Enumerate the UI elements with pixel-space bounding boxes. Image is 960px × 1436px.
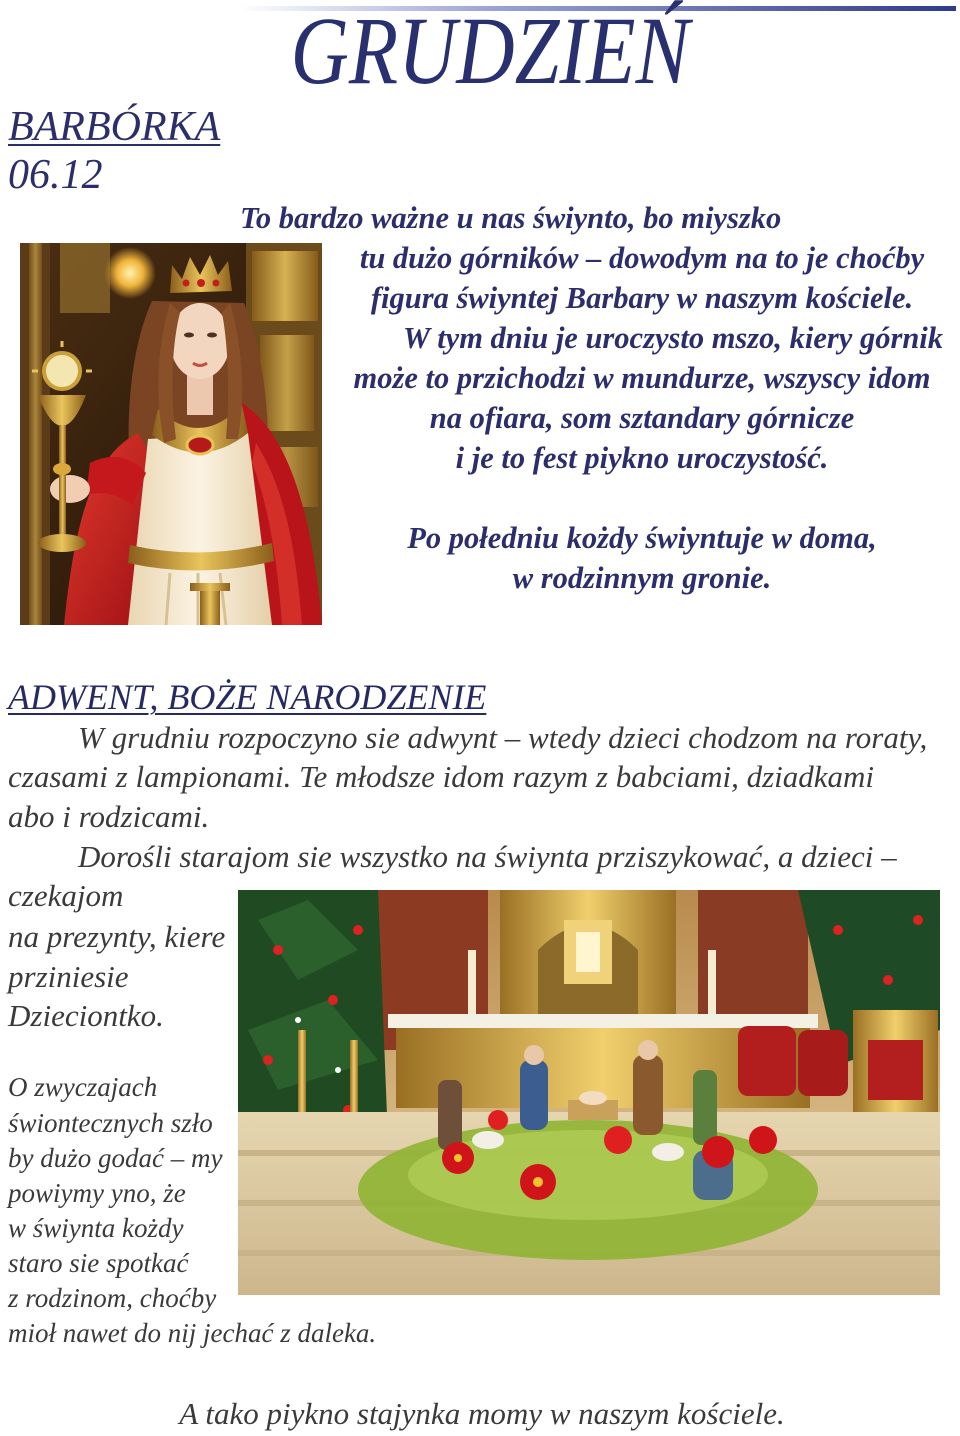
barborka-date: 06.12: [8, 152, 103, 198]
customs-line: staro sie spotkać: [8, 1248, 189, 1278]
advent-line: czekajom: [8, 878, 124, 913]
closing-caption: A tako piykno stajynka momy w naszym kościele.: [179, 1396, 785, 1431]
green-tulle: [358, 1120, 818, 1260]
barborka-closing-line: w rodzinnym gronie.: [512, 561, 772, 595]
customs-line: w świynta kożdy: [8, 1213, 184, 1243]
customs-line: mioł nawet do nij jechać z daleka.: [8, 1318, 377, 1348]
saint-barbara-statue-image: [20, 243, 322, 625]
barborka-line: na ofiara, som sztandary górnicze: [429, 401, 855, 435]
page-title: GRUDZIEŃ: [290, 0, 690, 104]
customs-line: świontecznych szło: [8, 1108, 213, 1138]
advent-line: czasami z lampionami. Te młodsze idom razym z babciami, dziadkami: [8, 759, 875, 794]
barborka-line: tu dużo górników – dowodym na to je choćby: [359, 241, 925, 275]
advent-line: Dorośli starajom sie wszystko na świynta prziszykować, a dzieci –: [78, 839, 897, 874]
barborka-closing-line: Po połedniu kożdy świyntuje w doma,: [407, 521, 877, 555]
barborka-line: W tym dniu je uroczysto mszo, kiery górnik: [403, 321, 944, 355]
barborka-heading: BARBÓRKA: [8, 104, 221, 150]
barborka-line: figura świyntej Barbary w naszym kościele.: [370, 281, 914, 315]
customs-line: z rodzinom, choćby: [8, 1283, 217, 1313]
barborka-line: i je to fest piykno uroczystość.: [455, 441, 829, 475]
advent-line: abo i rodzicami.: [8, 799, 210, 834]
advent-line: Dzieciontko.: [8, 998, 164, 1033]
customs-line: by dużo godać – my: [8, 1143, 223, 1173]
advent-heading: ADWENT, BOŻE NARODZENIE: [8, 677, 487, 717]
customs-line: O zwyczajach: [8, 1072, 158, 1102]
advent-line: W grudniu rozpoczyno sie adwynt – wtedy dzieci chodzom na roraty,: [78, 720, 928, 755]
advent-line: na prezynty, kiere: [8, 919, 226, 954]
customs-line: powiymy yno, że: [8, 1178, 186, 1208]
barborka-line: To bardzo ważne u nas świynto, bo miyszko: [240, 201, 782, 235]
nativity-scene-image: [238, 890, 940, 1295]
advent-line: prziniesie: [8, 959, 129, 994]
barborka-line: może to przichodzi w mundurze, wszyscy idom: [353, 361, 931, 395]
